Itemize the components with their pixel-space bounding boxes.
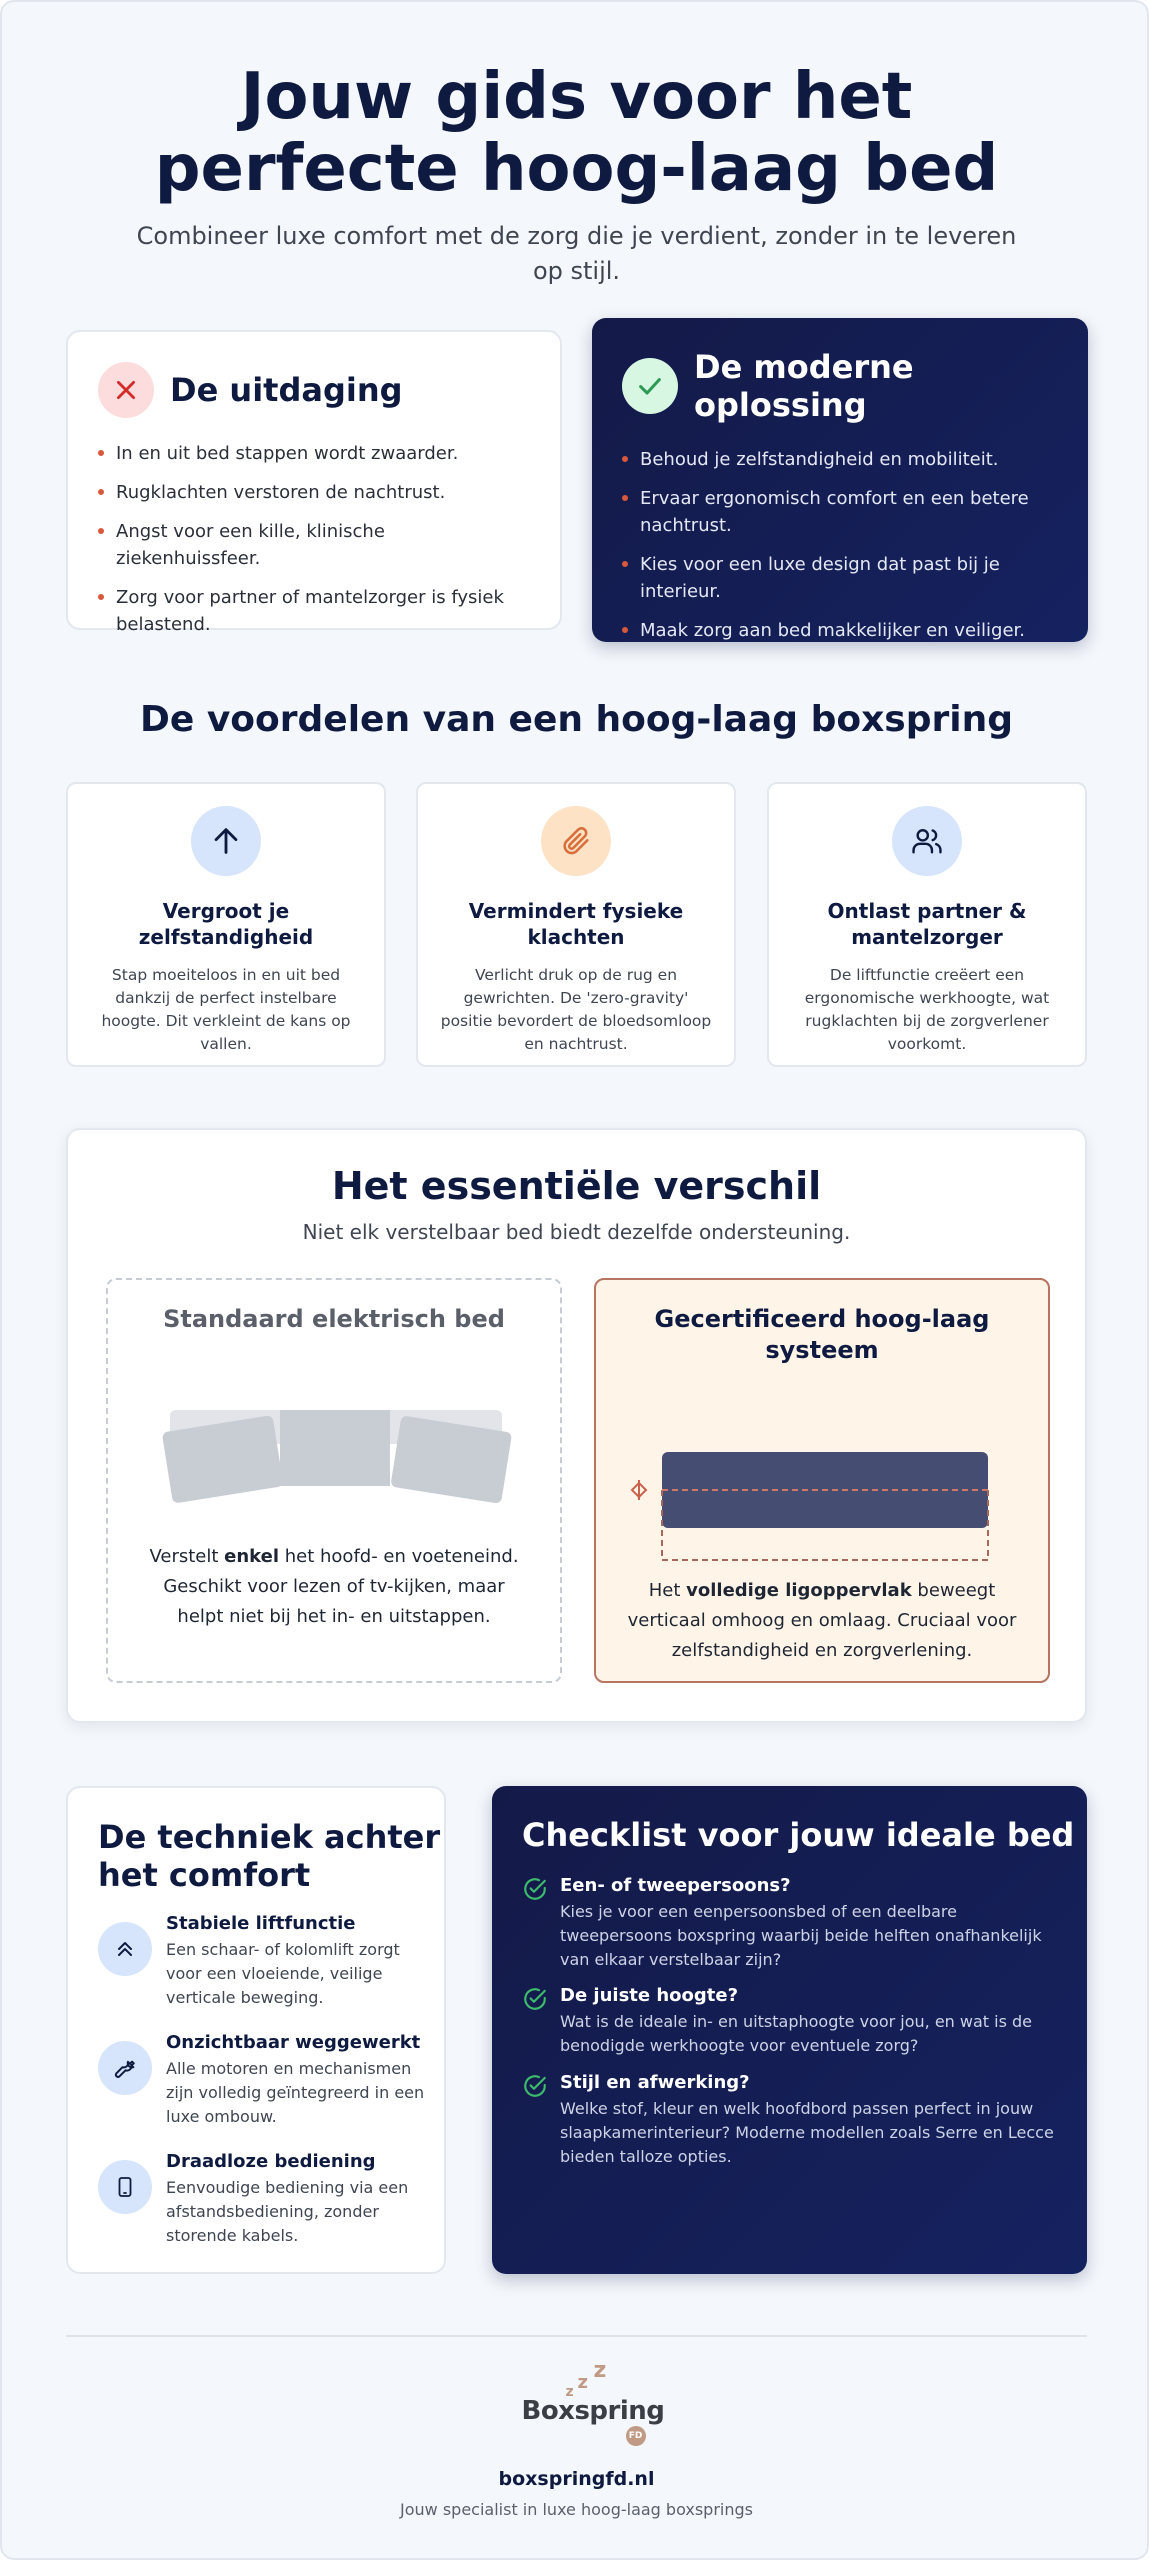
page-subtitle: Combineer luxe comfort met de zorg die je verdient, zonder in te leveren op stijl.	[136, 222, 1017, 286]
footer-divider	[66, 2335, 1087, 2337]
users-icon	[892, 806, 962, 876]
checklist-item-text: Welke stof, kleur en welk hoofdbord passen perfect in jouw slaapkamerinterieur? Moderne modellen zoals Serre en Lecce bieden talloze opties.	[560, 2099, 1054, 2166]
checklist-item-style	[522, 2071, 1062, 2169]
benefits-title: De voordelen van een hoog-laag boxspring	[140, 699, 1013, 740]
arrow-up-icon	[191, 806, 261, 876]
standard-bed-illustration	[108, 1390, 564, 1530]
difference-subtitle: Niet elk verstelbaar bed biedt dezelfde ondersteuning.	[302, 1220, 851, 1244]
checklist-item-text: Wat is de ideale in- en uitstaphoogte voor jou, en wat is de benodigde werkhoogte voor eventuele zorg?	[560, 2012, 1033, 2055]
checklist-item-title: Een- of tweepersoons?	[560, 1875, 791, 1896]
tech-item-title: Onzichtbaar weggewerkt	[166, 2032, 421, 2053]
tech-title: De techniek achter het comfort	[98, 1818, 441, 1894]
text-segment: het hoofd- en voeteneind. Geschikt voor lezen of tv-kijken, maar helpt niet bij het in- en uitstappen.	[163, 1546, 519, 1627]
list-item: Rugklachten verstoren de nachtrust.	[98, 479, 530, 506]
brand-logo: z z z Boxspring FD	[502, 2362, 652, 2452]
solution-title: De moderne oplossing	[694, 348, 914, 424]
page-title: Jouw gids voor het perfecte hoog-laag bed	[154, 60, 999, 206]
tech-item-wireless	[98, 2150, 428, 2248]
tech-item-title: Stabiele liftfunctie	[166, 1913, 356, 1934]
text-segment: Verstelt	[149, 1546, 225, 1567]
benefit-card-independence	[66, 782, 386, 1067]
check-circle-icon	[522, 1986, 548, 2012]
text-segment: Het	[648, 1580, 687, 1601]
list-item: Maak zorg aan bed makkelijker en veiliger.	[622, 617, 1058, 644]
tech-item-lift	[98, 1912, 428, 2010]
footer	[2, 2358, 1149, 2519]
text-segment: beweegt verticaal omhoog en omlaag. Cruciaal voor zelfstandigheid en zorgverlening.	[627, 1580, 1017, 1661]
list-item: Zorg voor partner of mantelzorger is fysiek belastend.	[98, 584, 530, 638]
text-emphasis: volledige ligoppervlak	[686, 1580, 912, 1601]
check-circle-icon	[522, 2073, 548, 2099]
checklist-title: Checklist voor jouw ideale bed	[522, 1816, 1075, 1854]
tech-item-text: Eenvoudige bediening via een afstandsbediening, zonder storende kabels.	[166, 2178, 409, 2245]
tech-item-title: Draadloze bediening	[166, 2151, 376, 2172]
benefit-text: De liftfunctie creëert een ergonomische werkhoogte, wat rugklachten bij de zorgverlener voorkomt.	[804, 966, 1050, 1053]
check-circle-icon	[522, 1876, 548, 1902]
logo-badge: FD	[626, 2426, 646, 2446]
checklist-card	[492, 1786, 1087, 2274]
x-icon	[98, 362, 154, 418]
wrench-icon	[98, 2041, 152, 2095]
benefit-title: Ontlast partner & mantelzorger	[827, 899, 1027, 949]
difference-section	[66, 1128, 1087, 1723]
checklist-item-height	[522, 1984, 1062, 2058]
phone-icon	[98, 2160, 152, 2214]
logo-text: Boxspring	[521, 2396, 665, 2426]
difference-title: Het essentiële verschil	[331, 1164, 822, 1208]
list-item: Angst voor een kille, klinische ziekenhuissfeer.	[98, 518, 530, 572]
check-icon	[622, 358, 678, 414]
site-tagline: Jouw specialist in luxe hoog-laag boxsprings	[400, 2500, 753, 2519]
certified-bed-illustration	[596, 1428, 1052, 1588]
benefit-card-complaints	[416, 782, 736, 1067]
list-item: In en uit bed stappen wordt zwaarder.	[98, 440, 530, 467]
double-chevron-up-icon	[98, 1922, 152, 1976]
benefit-title: Vermindert fysieke klachten	[468, 899, 684, 949]
tech-item-text: Een schaar- of kolomlift zorgt voor een vloeiende, veilige verticale beweging.	[166, 1940, 400, 2007]
solution-list	[622, 446, 1058, 644]
challenge-title: De uitdaging	[170, 371, 403, 409]
checklist-item-text: Kies je voor een eenpersoonsbed of een deelbare tweepersoons boxspring waarbij beide helften onafhankelijk van elkaar verstelbaar zijn?	[560, 1902, 1042, 1969]
benefit-title: Vergroot je zelfstandigheid	[138, 899, 314, 949]
benefit-text: Stap moeiteloos in en uit bed dankzij de perfect instelbare hoogte. Dit verkleint de kans op vallen.	[101, 966, 351, 1053]
tech-item-text: Alle motoren en mechanismen zijn volledig geïntegreerd in een luxe ombouw.	[166, 2059, 425, 2126]
solution-card	[592, 318, 1088, 642]
challenge-list	[98, 440, 530, 638]
list-item: Ervaar ergonomisch comfort en een betere nachtrust.	[622, 485, 1058, 539]
text-emphasis: enkel	[224, 1546, 280, 1567]
list-item: Kies voor een luxe design dat past bij je interieur.	[622, 551, 1058, 605]
benefit-text: Verlicht druk op de rug en gewrichten. De 'zero-gravity' positie bevordert de bloedsomloop en nachtrust.	[440, 966, 712, 1053]
checklist-item-persons	[522, 1874, 1062, 1972]
standard-bed-title: Standaard elektrisch bed	[163, 1305, 505, 1333]
list-item: Behoud je zelfstandigheid en mobiliteit.	[622, 446, 1058, 473]
hero	[2, 62, 1149, 289]
checklist-item-title: Stijl en afwerking?	[560, 2072, 750, 2093]
site-url: boxspringfd.nl	[498, 2468, 655, 2490]
paperclip-icon	[541, 806, 611, 876]
certified-system-text	[626, 1576, 1018, 1666]
benefit-card-caregiver	[767, 782, 1087, 1067]
certified-system-box	[594, 1278, 1050, 1683]
checklist-item-title: De juiste hoogte?	[560, 1985, 739, 2006]
challenge-card	[66, 330, 562, 635]
tech-item-hidden	[98, 2031, 428, 2129]
standard-bed-text	[138, 1542, 530, 1632]
certified-system-title: Gecertificeerd hoog-laag systeem	[654, 1305, 990, 1364]
standard-bed-box	[106, 1278, 562, 1683]
tech-card	[66, 1786, 446, 2274]
